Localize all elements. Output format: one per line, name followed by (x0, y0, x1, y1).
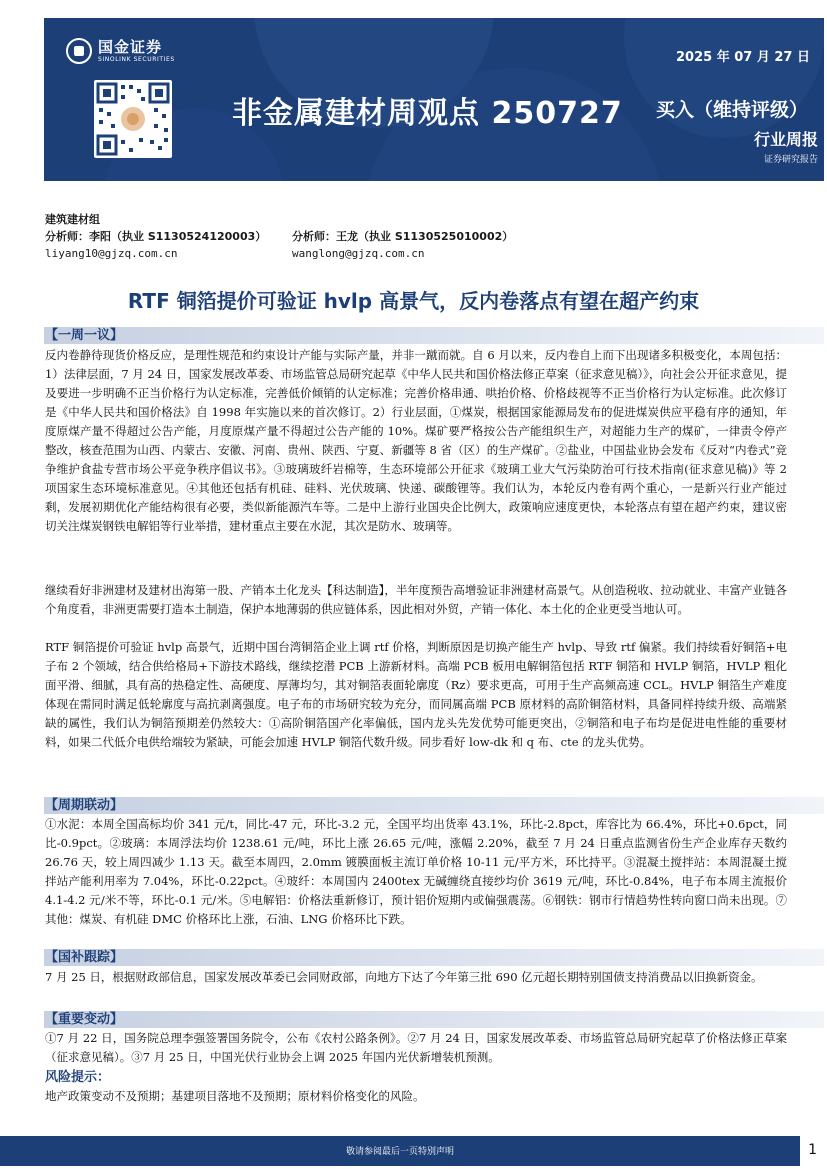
weekly-paragraph-1: 反内卷静待现货价格反应，是理性规范和约束设计产能与实际产量，并非一蹴而就。自 6 月以来，反内卷自上而下出现诸多积极变化，本周包括：1）法律层面，7 月 24 日，国家发展改革委、市场监管总局研究起草《中华人民共和国价格法修正草案（征求意见稿）》，向社会公开征求意见，提及要进一步明确不正当价格行为认定标准，完善低价倾销的认定标准；完善价格串通、哄抬价格、价格歧视等不正当价格行为认定标准。此次修订是《中华人民共和国价格法》自 1998 年实施以来的首次修订。2）行业层面，①煤炭，根据国家能源局发布的促进煤炭供应平稳有序的通知，年度原煤产量不得超过公告产能，月度原煤产量不得超过公告产能的 10%。煤矿要严格按公告产能组织生产，对超能力生产的煤矿，一律责令停产整改，核查范围为山西、内蒙古、安徽、河南、贵州、陕西、宁夏、新疆等 8 省（区）的生产煤矿。②盐业，中国盐业协会发布《反对“内卷式”竞争维护食盐专营市场公平竞争秩序倡议书》。③玻璃玻纤岩棉等，生态环境部公开征求《玻璃工业大气污染防治可行技术指南(征求意见稿)》等 2 项国家生态环境标准意见。④其他还包括有机硅、硅料、光伏玻璃、快递、碳酸锂等。我们认为，本轮反内卷有两个重心，一是新兴行业产能过剩，发展初期优化产能结构很有必要，类似新能源汽车等。二是中上游行业国央企比例大，政策响应速度更快，本轮落点有望在超产约束，建议密切关注煤炭钢铁电解铝等行业举措，建材重点主要在水泥，其次是防水、玻璃等。 (45, 348, 787, 533)
section-bar-events (44, 1011, 824, 1028)
cycle-paragraph: ①水泥：本周全国高标均价 341 元/t，同比-47 元，环比-3.2 元，全国平均出货率 43.1%，环比-2.8pct，库容比为 66.4%，环比+0.6pct，同比-0.9pct。②玻璃：本周浮法均价 1238.61 元/吨，环比上涨 26.65 元/吨，涨幅 2.20%，截至 7 月 24 日重点监测省份生产企业库存天数约 26.76 天，较上周四减少 1.13 天。截至本周四，2.0mm 镀膜面板主流订单价格 10-11 元/平方米，环比持平。③混凝土搅拌站：本周混凝土搅拌站产能利用率为 7.04%，环比-0.22pct。④玻纤：本周国内 2400tex 无碱缠绕直接纱均价 3619 元/吨，环比-0.84%，电子布本周主流报价 4.1-4.2 元/米不等，环比-0.1 元/米。⑤电解铝：价格法重新修订，预计铝价短期内或偏强震荡。⑥钢铁：钢市行情趋势性转向窗口尚未出现。⑦其他：煤炭、有机硅 DMC 价格环比上涨，石油、LNG 价格环比下跌。 (45, 817, 787, 926)
report-type: 行业周报 (753, 130, 818, 149)
section-bar-cycle (44, 797, 824, 814)
analyst-2-email[interactable]: wanglong@gjzq.com.cn (292, 247, 425, 260)
page-footer (0, 1136, 800, 1166)
weekly-paragraph-3: RTF 铜箔提价可验证 hvlp 高景气，近期中国台湾铜箔企业上调 rtf 价格，判断原因是切换产能生产 hvlp、导致 rtf 偏紧。我们持续看好铜箔+电子布 2 个领域，结合供给格局+下游技术路线，继续挖潜 PCB 上游新材料。高端 PCB 板用电解铜箔包括 RTF 铜箔和 HVLP 铜箔，HVLP 粗化面平滑、细腻，具有高的热稳定性、高硬度、厚薄均匀，其对铜箔表面轮廓度（Rz）要求更高，可用于生产高频高速 CCL。HVLP 铜箔生产难度体现在需同时满足低轮廓度与高抗剥离强度。电子布的市场研究较为充分，而同属高端 PCB 原材料的高阶铜箔材料，具备同样持续升级、高端紧缺的属性，我们认为铜箔预期差仍然较大：①高阶铜箔国产化率偏低，国内龙头先发优势可能更突出，②铜箔和电子布均是促进电性能的重要材料，如果二代低介电供给端较为紧缺，可能会加速 HVLP 铜箔代数升级。同步看好 low-dk 和 q 布、cte 的龙头优势。 (45, 640, 787, 749)
section-title-weekly: 【一周一议】 (45, 328, 124, 343)
report-headline: RTF 铜箔提价可验证 hvlp 高景气，反内卷落点有望在超产约束 (127, 289, 700, 313)
analyst-2: 分析师：王龙（执业 S1130525010002） (292, 230, 514, 243)
section-title-cycle: 【周期联动】 (45, 798, 124, 813)
footer-disclaimer: 敬请参阅最后一页特别声明 (345, 1147, 454, 1157)
report-title: 非金属建材周观点 250727 (232, 96, 623, 131)
section-title-events: 【重要变动】 (45, 1012, 124, 1027)
events-paragraph: ①7 月 22 日，国务院总理李强签署国务院令，公布《农村公路条例》。②7 月 24 日，国家发展改革委、市场监管总局研究起草了价格法修正草案（征求意见稿）。③7 月 25 日，中国光伏行业协会上调 2025 年国内光伏新增装机预测。 (45, 1031, 787, 1064)
rating: 买入（维持评级） (655, 99, 808, 121)
analyst-1: 分析师：李阳（执业 S1130524120003） (45, 230, 267, 243)
report-header (44, 18, 824, 181)
section-title-subsidy: 【国补跟踪】 (45, 950, 124, 965)
section-title-risk: 风险提示： (45, 1070, 111, 1085)
page-number: 1 (808, 1142, 817, 1158)
logo-icon (66, 38, 92, 64)
logo-name-en: SINOLINK SECURITIES (98, 55, 175, 63)
weekly-paragraph-2: 继续看好非洲建材及建材出海第一股、产销本土化龙头【科达制造】，半年度预告高增验证非洲建材高景气。从创造税收、拉动就业、丰富产业链各个角度看，非洲更需要打造本土制造，保护本地薄弱的供应链体系，因此相对外贸，产销一体化、本土化的企业更受当地认可。 (45, 583, 787, 616)
qr-code-icon (94, 80, 172, 158)
company-logo (66, 38, 175, 64)
report-date: 2025 年 07 月 27 日 (676, 50, 810, 65)
logo-name-cn: 国金证券 (98, 37, 163, 56)
report-subtype: 证券研究报告 (763, 155, 818, 165)
section-bar-subsidy (44, 949, 824, 966)
subsidy-paragraph: 7 月 25 日，根据财政部信息，国家发展改革委已会同财政部，向地方下达了今年第三批 690 亿元超长期特别国债支持消费品以旧换新资金。 (45, 970, 763, 984)
research-group: 建筑建材组 (45, 213, 100, 226)
section-bar-weekly (44, 327, 824, 344)
risk-paragraph: 地产政策变动不及预期；基建项目落地不及预期；原材料价格变化的风险。 (45, 1089, 425, 1103)
analyst-1-email[interactable]: liyang10@gjzq.com.cn (45, 247, 178, 260)
